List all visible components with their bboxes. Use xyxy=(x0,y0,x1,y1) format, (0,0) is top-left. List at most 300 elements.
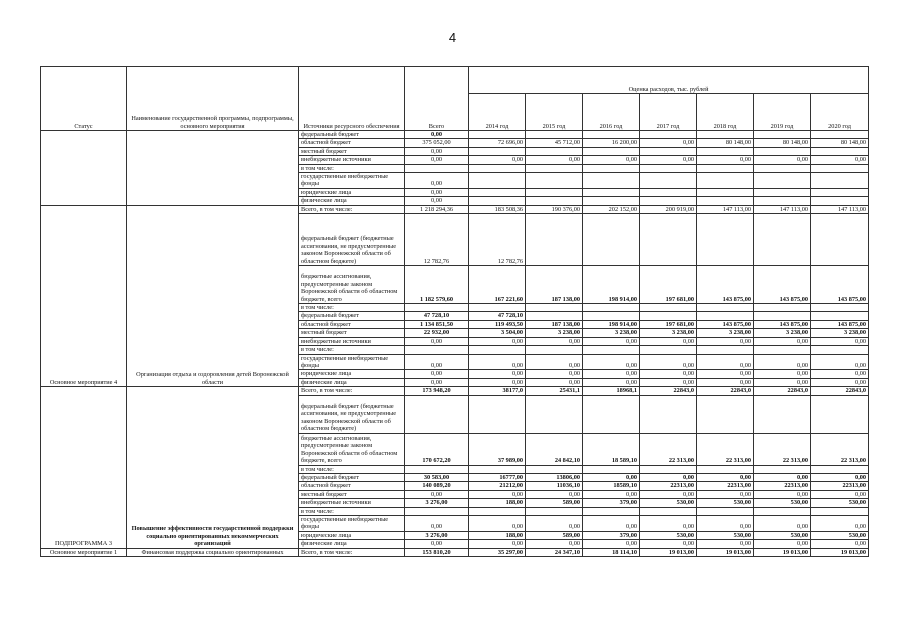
year-value xyxy=(640,346,697,354)
year-value: 0,00 xyxy=(640,473,697,481)
total-value: 3 276,00 xyxy=(405,499,469,507)
funding-source: внебюджетные источники xyxy=(299,156,405,164)
year-value: 72 696,00 xyxy=(469,139,526,147)
year-value xyxy=(697,304,754,312)
year-value xyxy=(469,346,526,354)
year-value xyxy=(526,131,583,139)
year-value xyxy=(697,131,754,139)
year-value: 0,00 xyxy=(754,540,811,548)
year-value: 19 013,00 xyxy=(811,548,869,556)
year-value xyxy=(526,465,583,473)
year-value: 0,00 xyxy=(640,490,697,498)
year-value xyxy=(583,465,640,473)
year-value: 0,00 xyxy=(469,337,526,345)
funding-source: местный бюджет xyxy=(299,147,405,155)
year-value xyxy=(754,346,811,354)
year-value: 0,00 xyxy=(526,515,583,531)
year-value xyxy=(469,147,526,155)
year-value: 0,00 xyxy=(697,337,754,345)
year-value: 22843,0 xyxy=(754,387,811,395)
year-value xyxy=(754,395,811,433)
year-value: 22313,00 xyxy=(754,482,811,490)
total-value: 1 134 851,50 xyxy=(405,320,469,328)
year-value xyxy=(526,346,583,354)
year-value xyxy=(754,312,811,320)
total-value: 30 583,00 xyxy=(405,473,469,481)
year-value: 183 508,36 xyxy=(469,205,526,213)
year-value: 0,00 xyxy=(526,337,583,345)
funding-source: в том числе: xyxy=(299,164,405,172)
year-value: 530,00 xyxy=(811,531,869,539)
year-value: 22843,0 xyxy=(697,387,754,395)
year-value xyxy=(697,312,754,320)
year-value: 0,00 xyxy=(469,156,526,164)
year-value: 143 875,00 xyxy=(697,320,754,328)
year-value: 22 313,00 xyxy=(811,433,869,465)
table-body xyxy=(41,131,869,557)
year-value: 143 875,00 xyxy=(754,266,811,304)
header-total: Всего xyxy=(405,67,469,131)
total-value: 0,00 xyxy=(405,337,469,345)
year-value: 0,00 xyxy=(469,515,526,531)
year-value: 0,00 xyxy=(583,337,640,345)
year-value: 198 914,00 xyxy=(583,320,640,328)
total-value: 47 728,10 xyxy=(405,312,469,320)
year-value xyxy=(583,312,640,320)
year-value: 0,00 xyxy=(640,139,697,147)
year-value: 0,00 xyxy=(754,378,811,386)
total-value xyxy=(405,465,469,473)
year-value: 22 313,00 xyxy=(754,433,811,465)
year-value: 47 728,10 xyxy=(469,312,526,320)
year-value xyxy=(640,173,697,189)
year-value: 0,00 xyxy=(469,370,526,378)
year-value: 0,00 xyxy=(640,354,697,370)
total-value: 375 052,00 xyxy=(405,139,469,147)
year-value: 0,00 xyxy=(697,515,754,531)
header-year: 2015 год xyxy=(526,94,583,131)
year-value: 167 221,60 xyxy=(469,266,526,304)
year-value: 0,00 xyxy=(697,354,754,370)
total-value: 1 182 579,60 xyxy=(405,266,469,304)
year-value: 589,00 xyxy=(526,499,583,507)
year-value xyxy=(754,465,811,473)
year-value: 0,00 xyxy=(640,337,697,345)
year-value: 45 712,00 xyxy=(526,139,583,147)
year-value xyxy=(526,173,583,189)
year-value: 0,00 xyxy=(583,354,640,370)
year-value: 22313,00 xyxy=(697,482,754,490)
total-value: 0,00 xyxy=(405,515,469,531)
year-value: 143 875,00 xyxy=(811,266,869,304)
year-value: 0,00 xyxy=(469,354,526,370)
year-value: 530,00 xyxy=(754,531,811,539)
funding-source: юридические лица xyxy=(299,531,405,539)
year-value xyxy=(526,188,583,196)
year-value xyxy=(811,147,869,155)
year-value: 0,00 xyxy=(754,156,811,164)
year-value: 0,00 xyxy=(811,354,869,370)
year-value: 18 589,10 xyxy=(583,433,640,465)
year-value: 0,00 xyxy=(697,378,754,386)
header-status: Статус xyxy=(41,67,127,131)
year-value: 12 782,76 xyxy=(469,214,526,266)
year-value: 0,00 xyxy=(526,378,583,386)
year-value: 188,00 xyxy=(469,499,526,507)
year-value: 0,00 xyxy=(469,490,526,498)
year-value xyxy=(640,147,697,155)
funding-source: федеральный бюджет (бюджетные ассигнования, не предусмотренные законом Воронежской области об областном бюджете) xyxy=(299,395,405,433)
funding-source: местный бюджет xyxy=(299,490,405,498)
year-value xyxy=(583,395,640,433)
table-header xyxy=(41,67,869,131)
year-value: 22 313,00 xyxy=(640,433,697,465)
funding-source: государственные внебюджетные фонды xyxy=(299,354,405,370)
year-value xyxy=(583,304,640,312)
year-value: 16 200,00 xyxy=(583,139,640,147)
year-value: 0,00 xyxy=(811,473,869,481)
year-value xyxy=(640,507,697,515)
year-value xyxy=(697,197,754,205)
funding-source: юридические лица xyxy=(299,370,405,378)
year-value: 13806,00 xyxy=(526,473,583,481)
year-value xyxy=(583,188,640,196)
year-value xyxy=(640,465,697,473)
total-value xyxy=(405,304,469,312)
year-value xyxy=(469,173,526,189)
year-value: 0,00 xyxy=(811,370,869,378)
year-value: 0,00 xyxy=(697,370,754,378)
year-value xyxy=(640,304,697,312)
header-year: 2019 год xyxy=(754,94,811,131)
total-value: 0,00 xyxy=(405,378,469,386)
year-value: 19 013,00 xyxy=(754,548,811,556)
year-value: 0,00 xyxy=(754,337,811,345)
year-value: 3 238,00 xyxy=(583,329,640,337)
year-value: 589,00 xyxy=(526,531,583,539)
year-value: 187 138,00 xyxy=(526,266,583,304)
year-value xyxy=(526,197,583,205)
funding-source: федеральный бюджет xyxy=(299,131,405,139)
year-value: 202 152,00 xyxy=(583,205,640,213)
year-value xyxy=(583,197,640,205)
year-value: 0,00 xyxy=(754,490,811,498)
year-value: 0,00 xyxy=(697,156,754,164)
funding-source: федеральный бюджет (бюджетные ассигнования, не предусмотренные законом Воронежской области об областном бюджете) xyxy=(299,214,405,266)
funding-source: государственные внебюджетные фонды xyxy=(299,515,405,531)
funding-source: Всего, в том числе: xyxy=(299,548,405,556)
year-value: 119 493,50 xyxy=(469,320,526,328)
year-value: 18968,1 xyxy=(583,387,640,395)
year-value: 0,00 xyxy=(583,378,640,386)
year-value: 530,00 xyxy=(640,531,697,539)
program-name: Финансовая поддержка социально ориентированных xyxy=(127,548,299,556)
total-value: 140 089,20 xyxy=(405,482,469,490)
year-value: 3 504,00 xyxy=(469,329,526,337)
budget-table xyxy=(40,66,869,557)
year-value: 0,00 xyxy=(640,156,697,164)
year-value xyxy=(754,131,811,139)
year-value: 0,00 xyxy=(640,540,697,548)
year-value: 143 875,00 xyxy=(754,320,811,328)
year-value: 3 238,00 xyxy=(811,329,869,337)
row-status: Основное мероприятие 1 xyxy=(41,548,127,556)
funding-source: юридические лица xyxy=(299,188,405,196)
year-value xyxy=(697,346,754,354)
year-value xyxy=(469,131,526,139)
year-value: 24 842,10 xyxy=(526,433,583,465)
year-value: 143 875,00 xyxy=(811,320,869,328)
year-value xyxy=(697,173,754,189)
year-value: 0,00 xyxy=(811,156,869,164)
total-value xyxy=(405,346,469,354)
year-value xyxy=(469,164,526,172)
year-value: 0,00 xyxy=(811,378,869,386)
year-value: 190 376,00 xyxy=(526,205,583,213)
row-status xyxy=(41,131,127,206)
year-value xyxy=(469,395,526,433)
year-value xyxy=(697,507,754,515)
year-value xyxy=(583,164,640,172)
total-value: 1 218 294,36 xyxy=(405,205,469,213)
year-value xyxy=(526,214,583,266)
year-value xyxy=(811,173,869,189)
funding-source: внебюджетные источники xyxy=(299,499,405,507)
funding-source: в том числе: xyxy=(299,465,405,473)
funding-source: федеральный бюджет xyxy=(299,473,405,481)
funding-source: областной бюджет xyxy=(299,139,405,147)
year-value: 0,00 xyxy=(754,370,811,378)
program-name: Повышение эффективности государственной поддержки социально ориентированных некоммерческих организаций xyxy=(127,387,299,548)
year-value: 0,00 xyxy=(526,540,583,548)
year-value xyxy=(754,188,811,196)
total-value: 173 948,20 xyxy=(405,387,469,395)
year-value xyxy=(640,197,697,205)
year-value xyxy=(526,147,583,155)
year-value: 0,00 xyxy=(526,490,583,498)
total-value: 0,00 xyxy=(405,131,469,139)
funding-source: Всего, в том числе: xyxy=(299,205,405,213)
row-status: ПОДПРОГРАММА 3 xyxy=(41,387,127,548)
total-value: 22 932,00 xyxy=(405,329,469,337)
total-value: 0,00 xyxy=(405,490,469,498)
year-value xyxy=(469,465,526,473)
year-value: 530,00 xyxy=(754,499,811,507)
year-value: 0,00 xyxy=(811,515,869,531)
year-value: 35 297,00 xyxy=(469,548,526,556)
year-value xyxy=(469,507,526,515)
year-value xyxy=(811,214,869,266)
year-value: 379,00 xyxy=(583,499,640,507)
year-value: 0,00 xyxy=(583,540,640,548)
table-row xyxy=(41,548,869,556)
table-row xyxy=(41,205,869,213)
total-value: 0,00 xyxy=(405,156,469,164)
year-value xyxy=(469,197,526,205)
year-value: 3 238,00 xyxy=(754,329,811,337)
year-value: 0,00 xyxy=(526,354,583,370)
year-value xyxy=(697,465,754,473)
year-value xyxy=(811,131,869,139)
year-value: 22313,00 xyxy=(811,482,869,490)
year-value xyxy=(811,465,869,473)
year-value xyxy=(754,214,811,266)
year-value xyxy=(640,312,697,320)
year-value xyxy=(583,507,640,515)
year-value: 0,00 xyxy=(697,540,754,548)
header-year: 2017 год xyxy=(640,94,697,131)
year-value: 80 148,00 xyxy=(754,139,811,147)
funding-source: физические лица xyxy=(299,378,405,386)
year-value xyxy=(754,304,811,312)
total-value: 0,00 xyxy=(405,188,469,196)
program-name: Организация отдыха и оздоровления детей Воронежской области xyxy=(127,205,299,386)
total-value: 170 672,20 xyxy=(405,433,469,465)
year-value xyxy=(697,395,754,433)
total-value xyxy=(405,507,469,515)
year-value: 188,00 xyxy=(469,531,526,539)
row-status: Основное мероприятие 4 xyxy=(41,205,127,386)
year-value: 530,00 xyxy=(811,499,869,507)
year-value xyxy=(697,214,754,266)
year-value: 22843,0 xyxy=(811,387,869,395)
year-value: 530,00 xyxy=(640,499,697,507)
year-value xyxy=(583,147,640,155)
year-value: 0,00 xyxy=(583,370,640,378)
year-value xyxy=(583,214,640,266)
year-value xyxy=(811,395,869,433)
year-value: 0,00 xyxy=(583,156,640,164)
funding-source: в том числе: xyxy=(299,304,405,312)
page-number: 4 xyxy=(448,30,457,45)
year-value: 0,00 xyxy=(640,370,697,378)
year-value: 143 875,00 xyxy=(697,266,754,304)
year-value: 18 114,10 xyxy=(583,548,640,556)
year-value: 3 238,00 xyxy=(640,329,697,337)
year-value: 0,00 xyxy=(697,473,754,481)
funding-source: физические лица xyxy=(299,197,405,205)
year-value: 38177,0 xyxy=(469,387,526,395)
year-value xyxy=(640,214,697,266)
year-value: 22 313,00 xyxy=(697,433,754,465)
year-value: 187 138,00 xyxy=(526,320,583,328)
year-value: 147 113,00 xyxy=(697,205,754,213)
header-estimate: Оценка расходов, тыс. рублей xyxy=(469,67,869,94)
header-year: 2018 год xyxy=(697,94,754,131)
year-value xyxy=(754,507,811,515)
year-value xyxy=(526,304,583,312)
funding-source: в том числе: xyxy=(299,346,405,354)
year-value: 197 681,00 xyxy=(640,320,697,328)
year-value xyxy=(526,395,583,433)
year-value: 18589,10 xyxy=(583,482,640,490)
funding-source: государственные внебюджетные фонды xyxy=(299,173,405,189)
header-name: Наименование государственной программы, подпрограммы, основного мероприятия xyxy=(127,67,299,131)
year-value: 0,00 xyxy=(469,540,526,548)
total-value xyxy=(405,164,469,172)
year-value: 379,00 xyxy=(583,531,640,539)
year-value: 80 148,00 xyxy=(697,139,754,147)
year-value: 0,00 xyxy=(754,354,811,370)
total-value xyxy=(405,395,469,433)
year-value: 3 238,00 xyxy=(697,329,754,337)
year-value: 0,00 xyxy=(811,490,869,498)
year-value xyxy=(640,188,697,196)
year-value: 147 113,00 xyxy=(811,205,869,213)
year-value xyxy=(754,197,811,205)
year-value xyxy=(526,164,583,172)
year-value xyxy=(697,164,754,172)
header-source: Источники ресурсного обеспечения xyxy=(299,67,405,131)
year-value: 0,00 xyxy=(697,490,754,498)
year-value xyxy=(640,395,697,433)
funding-source: областной бюджет xyxy=(299,320,405,328)
year-value xyxy=(811,188,869,196)
funding-source: Всего, в том числе: xyxy=(299,387,405,395)
year-value xyxy=(811,304,869,312)
year-value xyxy=(754,173,811,189)
year-value xyxy=(583,173,640,189)
total-value: 0,00 xyxy=(405,197,469,205)
year-value xyxy=(469,304,526,312)
year-value xyxy=(526,507,583,515)
funding-source: федеральный бюджет xyxy=(299,312,405,320)
year-value: 0,00 xyxy=(469,378,526,386)
funding-source: в том числе: xyxy=(299,507,405,515)
year-value: 37 989,00 xyxy=(469,433,526,465)
year-value: 0,00 xyxy=(526,156,583,164)
year-value: 0,00 xyxy=(583,490,640,498)
year-value: 198 914,00 xyxy=(583,266,640,304)
year-value: 200 919,00 xyxy=(640,205,697,213)
total-value: 3 276,00 xyxy=(405,531,469,539)
total-value: 0,00 xyxy=(405,173,469,189)
year-value: 0,00 xyxy=(583,473,640,481)
funding-source: бюджетные ассигнования, предусмотренные законом Воронежской области об областном бюджете, всего xyxy=(299,266,405,304)
year-value: 19 013,00 xyxy=(697,548,754,556)
year-value xyxy=(811,312,869,320)
funding-source: местный бюджет xyxy=(299,329,405,337)
year-value: 197 681,00 xyxy=(640,266,697,304)
total-value: 0,00 xyxy=(405,147,469,155)
funding-source: областной бюджет xyxy=(299,482,405,490)
year-value: 0,00 xyxy=(811,337,869,345)
year-value xyxy=(469,188,526,196)
funding-source: бюджетные ассигнования, предусмотренные законом Воронежской области об областном бюджете, всего xyxy=(299,433,405,465)
year-value xyxy=(754,164,811,172)
funding-source: физические лица xyxy=(299,540,405,548)
year-value xyxy=(811,164,869,172)
year-value xyxy=(811,197,869,205)
year-value: 11036,10 xyxy=(526,482,583,490)
year-value: 147 113,00 xyxy=(754,205,811,213)
year-value xyxy=(583,346,640,354)
year-value: 530,00 xyxy=(697,531,754,539)
year-value: 0,00 xyxy=(754,473,811,481)
year-value xyxy=(526,312,583,320)
year-value: 22843,0 xyxy=(640,387,697,395)
year-value: 80 148,00 xyxy=(811,139,869,147)
year-value: 0,00 xyxy=(754,515,811,531)
year-value xyxy=(640,164,697,172)
program-name xyxy=(127,131,299,206)
year-value: 22313,00 xyxy=(640,482,697,490)
header-year: 2020 год xyxy=(811,94,869,131)
year-value xyxy=(697,147,754,155)
year-value xyxy=(640,131,697,139)
header-year: 2014 год xyxy=(469,94,526,131)
year-value xyxy=(697,188,754,196)
